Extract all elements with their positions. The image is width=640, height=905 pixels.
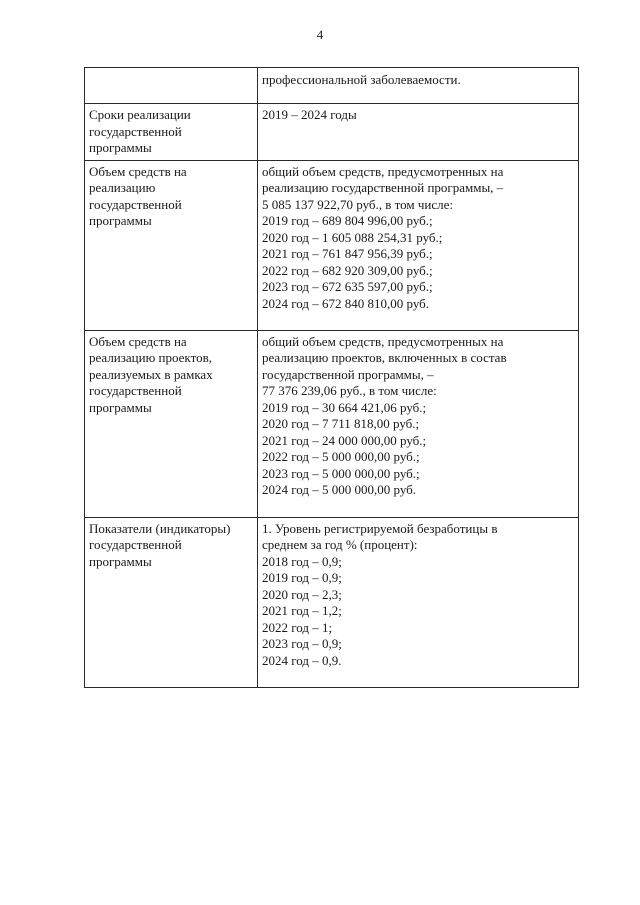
row-value-continuation xyxy=(258,68,579,104)
row-value-funds xyxy=(258,160,579,330)
row-label-projects xyxy=(85,330,258,517)
value-line: 2024 год – 0,9. xyxy=(262,652,342,668)
row-value-period xyxy=(258,104,579,161)
table-row-projects xyxy=(85,330,579,517)
label-line: Показатели (индикаторы) xyxy=(89,520,231,536)
row-label-funds xyxy=(85,160,258,330)
value-line: 2022 год – 5 000 000,00 руб.; xyxy=(262,449,420,464)
value-line: 2020 год – 1 605 088 254,31 руб.; xyxy=(262,229,443,245)
label-line: государственной xyxy=(89,537,182,552)
value-line: 2024 год – 5 000 000,00 руб. xyxy=(262,482,417,497)
table-row-continuation xyxy=(85,68,579,104)
value-line: реализацию проектов, включенных в состав xyxy=(262,350,507,365)
label-line: государственной xyxy=(89,196,182,212)
row-value-indicators xyxy=(258,517,579,687)
value-line: 1. Уровень регистрируемой безработицы в xyxy=(262,520,498,536)
row-label-period xyxy=(85,104,258,161)
value-line: государственной программы, – xyxy=(262,366,434,382)
label-line: реализуемых в рамках xyxy=(89,366,213,382)
label-line: государственной xyxy=(89,123,182,139)
program-passport-table xyxy=(84,67,579,688)
value-line: 2021 год – 1,2; xyxy=(262,603,342,618)
row-label-empty xyxy=(85,68,258,104)
table-row-funds xyxy=(85,160,579,330)
value-line: общий объем средств, предусмотренных на xyxy=(262,163,504,179)
value-line: 2020 год – 2,3; xyxy=(262,586,342,602)
value-line: 2019 год – 689 804 996,00 руб.; xyxy=(262,213,433,228)
value-line: профессиональной заболеваемости. xyxy=(262,72,461,87)
label-line: программы xyxy=(89,213,152,228)
label-line: программы xyxy=(89,553,152,569)
value-line: 5 085 137 922,70 руб., в том числе: xyxy=(262,196,454,212)
label-line: реализацию проектов, xyxy=(89,350,212,365)
table-row-indicators xyxy=(85,517,579,687)
value-line: 2022 год – 1; xyxy=(262,619,333,635)
value-line: 2023 год – 5 000 000,00 руб.; xyxy=(262,465,420,481)
label-line: программы xyxy=(89,140,152,155)
table-row-period xyxy=(85,104,579,161)
value-line: 2023 год – 0,9; xyxy=(262,636,342,651)
value-line: общий объем средств, предусмотренных на xyxy=(262,333,504,349)
value-line: 2019 год – 30 664 421,06 руб.; xyxy=(262,399,427,415)
value-line: среднем за год % (процент): xyxy=(262,537,418,552)
row-value-projects xyxy=(258,330,579,517)
value-line: 2024 год – 672 840 810,00 руб. xyxy=(262,295,430,311)
value-line: 2023 год – 672 635 597,00 руб.; xyxy=(262,279,433,294)
page-number: 4 xyxy=(316,27,324,42)
value-line: 2019 год – 0,9; xyxy=(262,570,342,585)
value-line: 2019 – 2024 годы xyxy=(262,107,357,122)
value-line: реализацию государственной программы, – xyxy=(262,180,504,195)
label-line: Объем средств на xyxy=(89,333,187,349)
value-line: 77 376 239,06 руб., в том числе: xyxy=(262,383,437,398)
value-line: 2020 год – 7 711 818,00 руб.; xyxy=(262,416,420,431)
value-line: 2021 год – 24 000 000,00 руб.; xyxy=(262,432,427,448)
value-line: 2021 год – 761 847 956,39 руб.; xyxy=(262,246,433,261)
value-line: 2018 год – 0,9; xyxy=(262,553,342,569)
label-line: государственной xyxy=(89,383,182,398)
label-line: Объем средств на xyxy=(89,163,187,179)
label-line: реализацию xyxy=(89,180,156,195)
row-label-indicators xyxy=(85,517,258,687)
value-line: 2022 год – 682 920 309,00 руб.; xyxy=(262,262,433,278)
label-line: программы xyxy=(89,399,152,415)
label-line: Сроки реализации xyxy=(89,107,191,122)
